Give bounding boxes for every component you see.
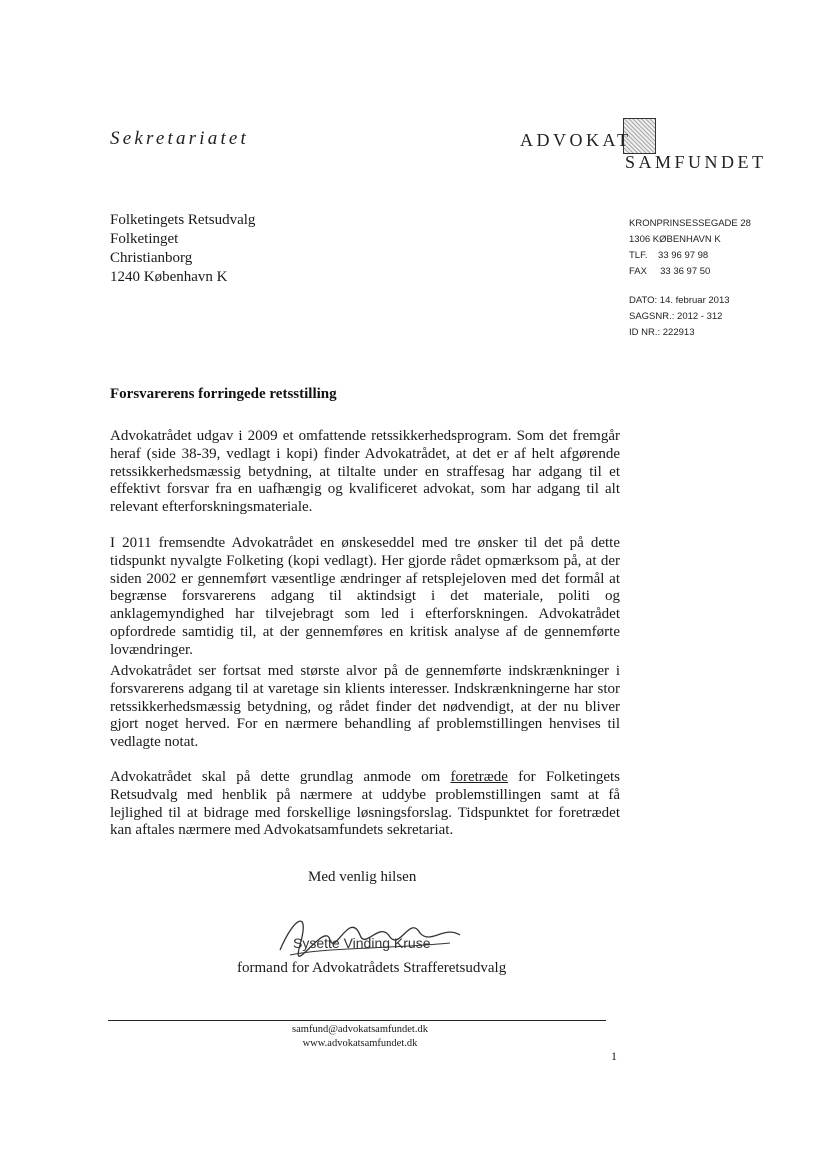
letter-date: DATO: 14. februar 2013 (629, 295, 730, 306)
logo-text-samfundet: SAMFUNDET (625, 152, 767, 172)
paragraph-4-end: for Folketingets Retsudvalg med henblik på nærmere at uddybe problemstillingen samt at få lejlighed til at bidrage med forskellige løsningsforslag. Tidspunktet for foretrædet kan aftales nærmere med Advokatsamfundets sekretariat. (110, 769, 621, 839)
paragraph-4-start: Advokatrådet skal på dette grundlag anmode om (110, 769, 451, 785)
sender-fax: FAX 33 36 97 50 (629, 266, 711, 277)
recipient-line: 1240 København K (110, 269, 228, 285)
recipient-line: Folketingets Retsudvalg (110, 212, 256, 228)
id-number: ID NR.: 222913 (629, 327, 695, 338)
signatory-name: Sysette Vinding Kruse (293, 935, 431, 951)
footer-website: www.advokatsamfundet.dk (302, 1038, 418, 1049)
recipient-address (110, 211, 255, 287)
letter-subject: Forsvarerens forringede retsstilling (110, 386, 337, 402)
sender-address: KRONPRINSESSEGADE 28 (629, 218, 751, 229)
sender-postal: 1306 KØBENHAVN K (629, 234, 721, 245)
recipient-line: Christianborg (110, 250, 193, 266)
logo-text-advokat: ADVOKAT (520, 130, 632, 150)
page-number: 1 (611, 1049, 617, 1063)
footer-email: samfund@advokatsamfundet.dk (292, 1024, 428, 1035)
paragraph-2: I 2011 fremsendte Advokatrådet en ønskeseddel med tre ønsker til det på dette tidspunkt nyvalgte Folketing (kopi vedlagt). Her gjorde rådet opmærksom på, at der siden 2002 er gennemført væsentlige ændringer af retsplejeloven med det formål at begrænse forsvarerens adgang til aktindsigt i det materiale, politi og anklagemyndighed har tilvejebragt som led i efterforskningen. Advokatrådet opfordrede samtidig til, at der gennemføres en kritisk analyse af de gennemførte lovændringer. (110, 535, 620, 658)
paragraph-3: Advokatrådet ser fortsat med største alvor på de gennemførte indskrænkninger i forsvarerens adgang til at varetage sin klients interesser. Indskrænkningerne har stor retssikkerhedsmæssig betydning, og rådet finder det nødvendigt, at der nu bliver gjort noget herved. For en nærmere behandling af problemstillingen henvises til vedlagte notat. (110, 663, 620, 751)
recipient-line: Folketinget (110, 231, 179, 247)
sender-phone: TLF. 33 96 97 98 (629, 250, 709, 261)
paragraph-1: Advokatrådet udgav i 2009 et omfattende retssikkerhedsprogram. Som det fremgår heraf (side 38-39, vedlagt i kopi) finder Advokatrådet, at det er af helt afgørende retssikkerhedsmæssig betydning, at tiltalte under en straffesag har adgang til et effektivt forsvar fra en uafhængig og kvalificeret advokat, som har adgang til alt relevant efterforskningsmateriale. (110, 428, 620, 516)
footer-contact (200, 1023, 520, 1051)
closing-greeting: Med venlig hilsen (308, 869, 417, 885)
sender-info (629, 216, 751, 341)
sender-gap (629, 280, 751, 293)
signatory-title: formand for Advokatrådets Strafferetsudvalg (237, 960, 507, 976)
footer-divider (108, 1020, 606, 1021)
underlined-word: foretræde (450, 769, 508, 785)
paragraph-4 (110, 769, 620, 840)
case-number: SAGSNR.: 2012 - 312 (629, 311, 723, 322)
department-name: Sekretariatet (110, 128, 250, 149)
